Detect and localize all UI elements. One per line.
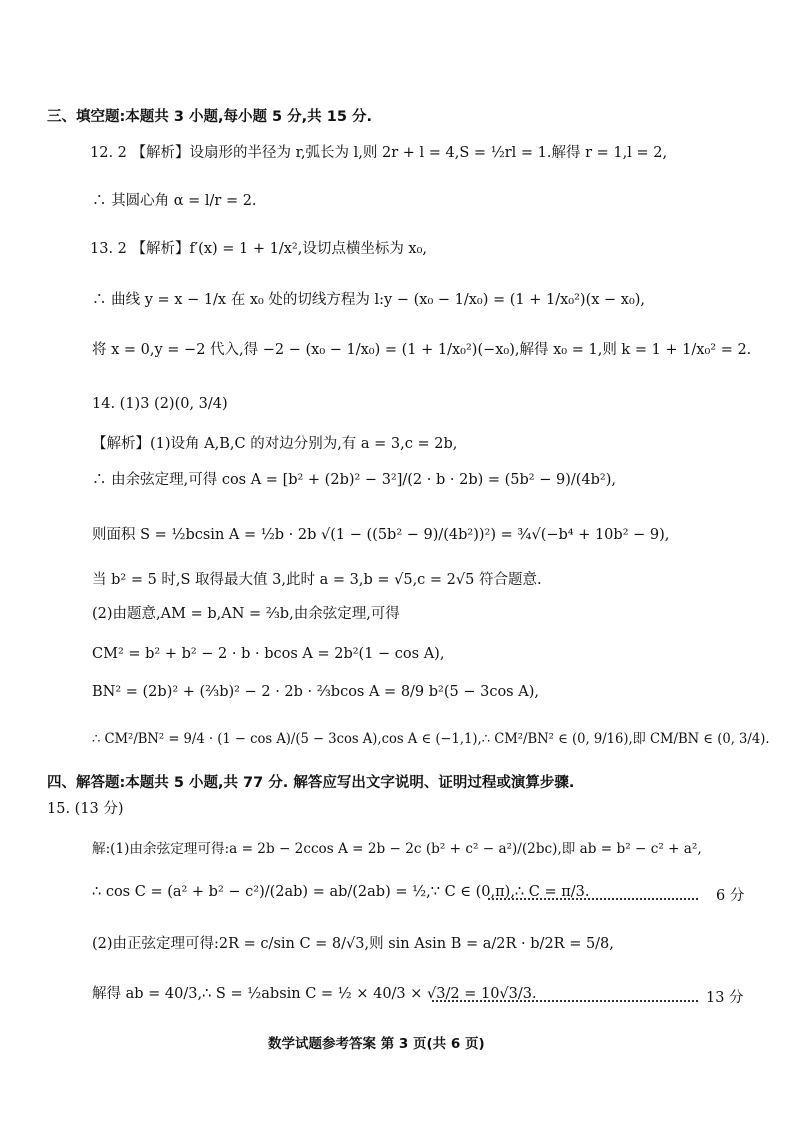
q15-line-4: 解得 ab = 40/3,∴ S = ½absin C = ½ × 40/3 × √3/2 = 10√3/3. (92, 986, 537, 1002)
q15-line-2: ∴ cos C = (a² + b² − c²)/(2ab) = ab/(2ab) = ½,∵ C ∈ (0,π),∴ C = π/3. (92, 884, 590, 900)
q15-header: 15. (13 分) (47, 801, 124, 817)
q14-answer: 14. (1)3 (2)(0, 3/4) (92, 396, 228, 412)
score-6: 6 分 (716, 888, 745, 904)
q14-line-2: ∴ 由余弦定理,可得 cos A = [b² + (2b)² − 3²]/(2 · b · 2b) = (5b² − 9)/(4b²), (92, 472, 616, 488)
q14-line-8: ∴ CM²/BN² = 9/4 · (1 − cos A)/(5 − 3cos A),cos A ∈ (−1,1),∴ CM²/BN² ∈ (0, 9/16),即 CM/BN ∈ (0, 3/4). (92, 731, 770, 747)
q14-line-1: 【解析】(1)设角 A,B,C 的对边分别为,有 a = 3,c = 2b, (92, 436, 458, 452)
q15-line-1: 解:(1)由余弦定理可得:a = 2b − 2ccos A = 2b − 2c (b² + c² − a²)/(2bc),即 ab = b² − c² + a², (92, 841, 702, 857)
q14-line-5: (2)由题意,AM = b,AN = ⅔b,由余弦定理,可得 (92, 606, 400, 622)
q14-line-4: 当 b² = 5 时,S 取得最大值 3,此时 a = 3,b = √5,c = 2√5 符合题意. (92, 572, 542, 588)
q15-line-3: (2)由正弦定理可得:2R = c/sin C = 8/√3,则 sin Asin B = a/2R · b/2R = 5/8, (92, 936, 614, 952)
page-footer: 数学试题参考答案 第 3 页(共 6 页) (268, 1036, 485, 1052)
q14-line-7: BN² = (2b)² + (⅔b)² − 2 · 2b · ⅔bcos A = 8/9 b²(5 − 3cos A), (92, 684, 539, 700)
q12-line-1: 12. 2 【解析】设扇形的半径为 r,弧长为 l,则 2r + l = 4,S = ½rl = 1.解得 r = 1,l = 2, (90, 145, 668, 161)
q14-line-6: CM² = b² + b² − 2 · b · bcos A = 2b²(1 − cos A), (92, 646, 445, 662)
section-4-heading: 四、解答题:本题共 5 小题,共 77 分. 解答应写出文字说明、证明过程或演算步骤. (47, 775, 575, 791)
q12-line-2: ∴ 其圆心角 α = l/r = 2. (92, 193, 257, 209)
score-13: 13 分 (706, 990, 744, 1006)
q14-line-3: 则面积 S = ½bcsin A = ½b · 2b √(1 − ((5b² − 9)/(4b²))²) = ¾√(−b⁴ + 10b² − 9), (92, 527, 670, 543)
section-3-heading: 三、填空题:本题共 3 小题,每小题 5 分,共 15 分. (47, 109, 372, 125)
q13-line-1: 13. 2 【解析】f′(x) = 1 + 1/x²,设切点横坐标为 x₀, (90, 241, 428, 257)
leader-dots-1 (488, 898, 698, 900)
q13-line-3: 将 x = 0,y = −2 代入,得 −2 − (x₀ − 1/x₀) = (1 + 1/x₀²)(−x₀),解得 x₀ = 1,则 k = 1 + 1/x₀² = 2. (92, 342, 752, 358)
q13-line-2: ∴ 曲线 y = x − 1/x 在 x₀ 处的切线方程为 l:y − (x₀ − 1/x₀) = (1 + 1/x₀²)(x − x₀), (92, 292, 646, 308)
leader-dots-2 (432, 1000, 698, 1002)
